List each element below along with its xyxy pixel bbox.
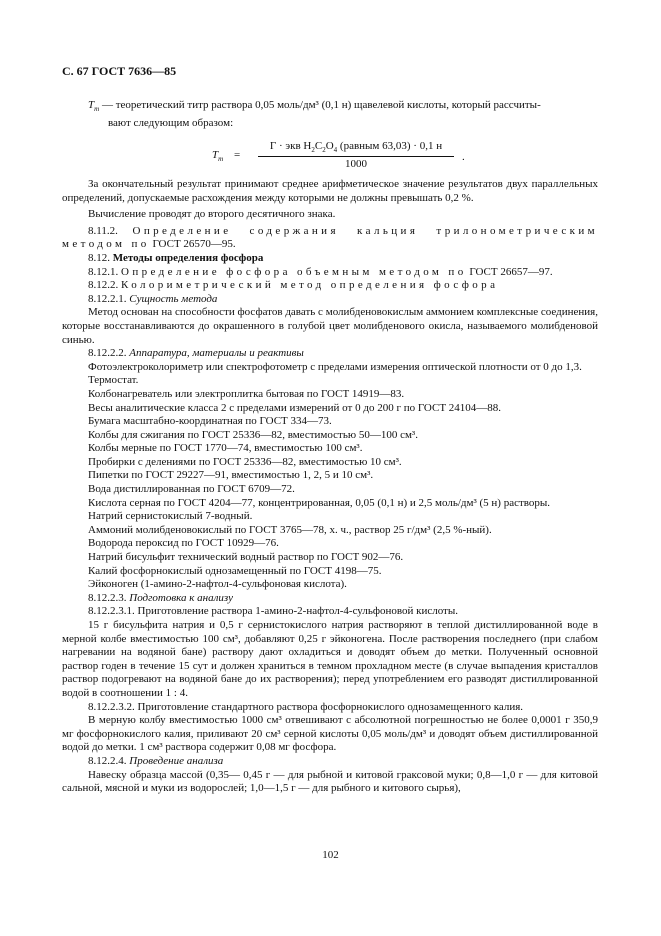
section-number: 8.11.2.: [88, 224, 118, 237]
paragraph: [62, 266, 598, 280]
paragraph-text: Весы аналитические класса 2 с пределами измерений от 0 до 200 г по ГОСТ 24104—88.: [88, 401, 502, 414]
paragraph: [62, 456, 598, 470]
num-part: C: [314, 140, 323, 152]
paragraph-text: Пробирки с делениями по ГОСТ 25336—82, вместимостью 10 см³.: [88, 455, 402, 468]
paragraph-text: Фотоэлектроколориметр или спектрофотометр с пределами измерения оптической плотности от 0 до 1,3.: [88, 360, 582, 373]
paragraph-text: Термостат.: [88, 374, 139, 387]
paragraph-text: Методы определения фосфора: [112, 251, 264, 264]
formula-denominator: 1000: [345, 158, 367, 171]
definition-paragraph: [88, 99, 598, 130]
section-number: 8.12.2.4.: [88, 754, 127, 767]
paragraph-text: Колбы мерные по ГОСТ 1770—74, вместимостью 100 см³.: [88, 442, 363, 455]
paragraph: [62, 537, 598, 551]
paragraph: [62, 605, 598, 619]
formula-lhs: $T_т$: [212, 149, 224, 164]
paragraph-text: В мерную колбу вместимостью 1000 см³ отвешивают с абсолютной погрешностью не более 0,0001 г 350,9 мг фосфорнокислого калия, приливают 20 см³ серной кислоты 0,05 моль/дм³ и доводят объем дистиллированной водой до метки. 1 см³ раствора содержит 0,08 мг фосфора.: [62, 714, 598, 754]
paragraph-text: Сущность метода: [129, 292, 218, 305]
num-part: (равным 63,03) · 0,1 н: [337, 140, 443, 152]
paragraph: [62, 347, 598, 361]
paragraph-text: Кислота серная по ГОСТ 4204—77, концентрированная, 0,05 (0,1 н) и 2,5 моль/дм³ (5 н) растворы.: [88, 496, 551, 509]
formula-end: .: [462, 151, 465, 163]
paragraph-text: Водорода пероксид по ГОСТ 10929—76.: [88, 537, 279, 550]
paragraph: [62, 469, 598, 483]
paragraph-text: Натрий бисульфит технический водный раствор по ГОСТ 902—76.: [88, 551, 404, 564]
paragraph: [62, 701, 598, 715]
formula-fraction: [258, 140, 454, 170]
paragraph-text: Пипетки по ГОСТ 29227—91, вместимостью 1, 2, 5 и 10 см³.: [88, 469, 374, 482]
paragraph: [62, 497, 598, 511]
paragraph: [62, 293, 598, 307]
sub: 2: [322, 146, 326, 155]
paragraph: [62, 565, 598, 579]
paragraph: [62, 769, 598, 796]
paragraph-text: Подготовка к анализу: [129, 591, 233, 604]
paragraph-text: Колбы для сжигания по ГОСТ 25336—82, вместимостью 50—100 см³.: [88, 428, 418, 441]
paragraph-text: Аппаратура, материалы и реактивы: [129, 347, 304, 360]
section-number: 8.12.2.1.: [88, 292, 127, 305]
paragraph-text: Колориметрический метод определения фосфора: [121, 279, 499, 292]
paragraph: [62, 361, 598, 375]
paragraph: [62, 279, 598, 293]
paragraph: [62, 524, 598, 538]
sub: 4: [333, 146, 338, 155]
paragraph-text: 15 г бисульфита натрия и 0,5 г сернистокислого натрия растворяют в теплой дистиллированной воде в мерной колбе вместимостью 100 см³, добавляют 0,25 г эйконогена. После растворения последнего (при слабом нагревании на водяной бане) раствору дают охладиться и доводят объем до метки. Полученный основной раствор годен в течение 15 сут и должен храниться в темном прохладном месте (в случае выпадения кристаллов раствор подогревают на водяной бане до их растворения); перед употреблением его разводят дистиллированной водой в соотношении 1 : 4.: [62, 619, 598, 699]
paragraph-text: Приготовление стандартного раствора фосфорнокислого однозамещенного калия.: [137, 700, 524, 713]
paragraph: [62, 388, 598, 402]
section-number: 8.12.: [88, 251, 110, 264]
paragraph: [62, 429, 598, 443]
paragraph: [62, 592, 598, 606]
num-part: O: [325, 140, 334, 152]
paragraph-text: Аммоний молибденовокислый по ГОСТ 3765—78, х. ч., раствор 25 г/дм³ (2,5 %-ный).: [88, 523, 492, 536]
paragraph: [62, 374, 598, 388]
paragraph: [62, 619, 598, 701]
paragraph: [62, 402, 598, 416]
paragraph: [62, 208, 598, 222]
paragraph-text: Эйконоген (1-амино-2-нафтол-4-сульфоновая кислота).: [88, 578, 347, 591]
formula-equals: =: [234, 149, 241, 161]
paragraph: [62, 483, 598, 497]
sub: 2: [311, 146, 315, 155]
section-number: 8.12.1.: [88, 265, 119, 278]
paragraph: [62, 178, 598, 205]
symbol: $T_т$: [88, 99, 100, 114]
page-header: С. 67 ГОСТ 7636—85: [62, 64, 177, 78]
paragraph-text: Определение содержания кальция трилонометрическим методом по: [62, 224, 598, 251]
section-number: 8.12.2.2.: [88, 347, 127, 360]
formula-numerator: [258, 140, 454, 157]
paragraph-text: Вода дистиллированная по ГОСТ 6709—72.: [88, 483, 295, 496]
paragraph-text: Навеску образца массой (0,35— 0,45 г — для рыбной и китовой граксовой муки; 0,8—1,0 г — для китовой сальной, мясной и муки из водорослей; 1,0—1,5 г — для рыбного и китового сырья),: [62, 768, 598, 795]
section-number: 8.12.2.3.2.: [88, 700, 135, 713]
definition-continuation: вают следующим образом:: [108, 116, 234, 129]
paragraph: [62, 306, 598, 347]
paragraph-text: Колбонагреватель или электроплитка бытовая по ГОСТ 14919—83.: [88, 387, 405, 400]
paragraph: [62, 442, 598, 456]
paragraph-text: Калий фосфорнокислый однозамещенный по ГОСТ 4198—75.: [88, 564, 382, 577]
standard-reference: ГОСТ 26657—97.: [469, 265, 553, 278]
paragraph-text: Натрий сернистокислый 7-водный.: [88, 510, 253, 523]
paragraph: [62, 510, 598, 524]
paragraph-text: Вычисление проводят до второго десятичного знака.: [88, 208, 336, 221]
paragraph-text: За окончательный результат принимают среднее арифметическое значение результатов двух параллельных определений, допускаемые расхождения между которыми не должны превышать 0,2 %.: [62, 178, 598, 204]
paragraph-text: Приготовление раствора 1-амино-2-нафтол-4-сульфоновой кислоты.: [137, 605, 459, 618]
paragraph-text: Определение фосфора объемным методом по: [121, 265, 467, 278]
paragraph: [62, 714, 598, 755]
num-part: Г · экв H: [269, 140, 312, 152]
document-body: [62, 178, 598, 796]
paragraph: [62, 578, 598, 592]
section-number: 8.12.2.3.1.: [88, 605, 135, 618]
paragraph: [62, 755, 598, 769]
paragraph-text: Проведение анализа: [129, 754, 224, 767]
definition-text: — теоретический титр раствора 0,05 моль/дм³ (0,1 н) щавелевой кислоты, который рассчиты-: [101, 99, 541, 111]
page-number: 102: [322, 849, 339, 861]
paragraph: [62, 551, 598, 565]
paragraph: [62, 252, 598, 266]
paragraph: [62, 225, 598, 252]
section-number: 8.12.2.3.: [88, 591, 127, 604]
standard-reference: ГОСТ 26570—95.: [152, 238, 236, 251]
paragraph: [62, 415, 598, 429]
paragraph-text: Бумага масштабно-координатная по ГОСТ 334—73.: [88, 415, 332, 428]
paragraph-text: Метод основан на способности фосфатов давать с молибденовокислым аммонием комплексные соединения, которые восстанавливаются до окрашенного в голубой цвет молибденового окисла, называемого молибденовой синью.: [62, 306, 598, 346]
section-number: 8.12.2.: [88, 279, 119, 292]
